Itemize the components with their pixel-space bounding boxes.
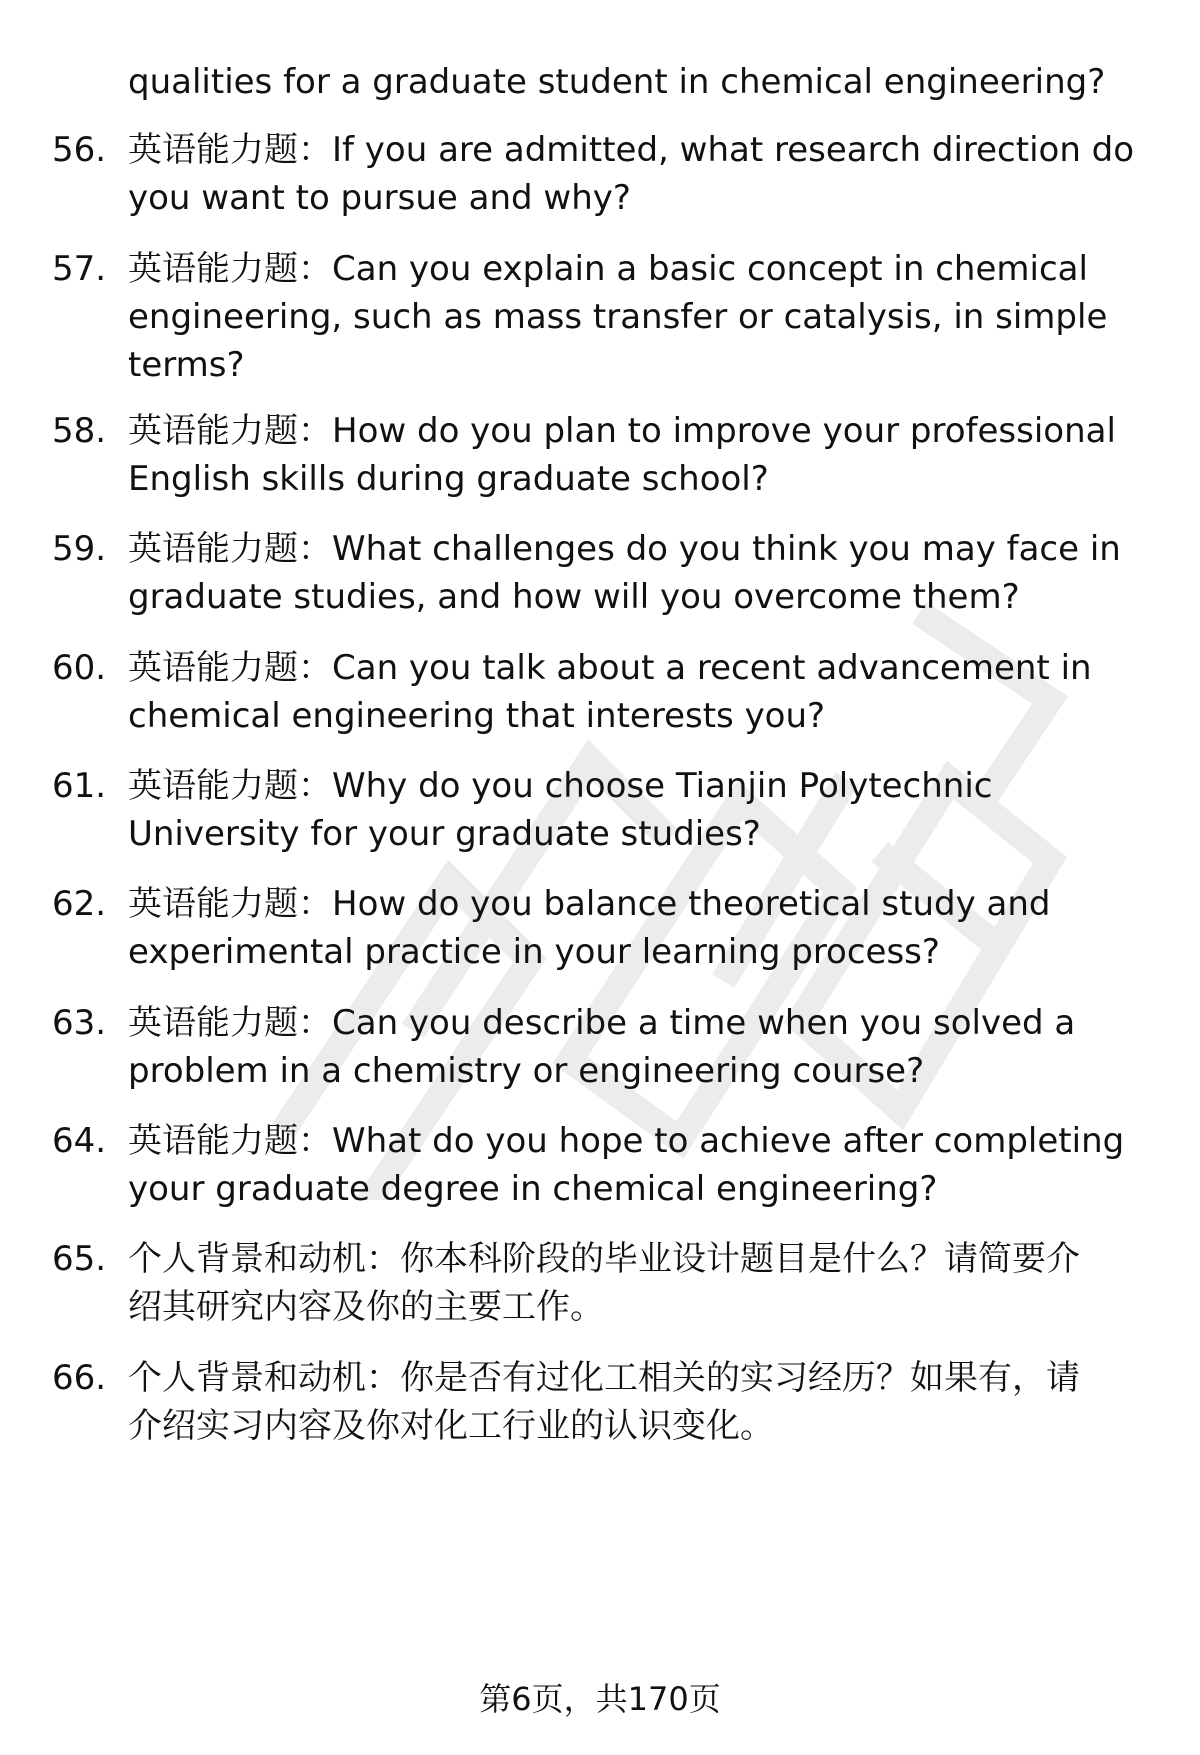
question-number: 66. bbox=[52, 1358, 107, 1398]
question-line: University for your graduate studies? bbox=[128, 814, 761, 854]
question-text bbox=[128, 762, 1168, 858]
question-line: 英语能力题：What challenges do you think you may face in bbox=[128, 529, 1121, 569]
question-text bbox=[128, 880, 1168, 976]
question-number: 60. bbox=[52, 648, 107, 688]
question-line: problem in a chemistry or engineering course? bbox=[128, 1051, 925, 1091]
question-text bbox=[128, 407, 1168, 503]
question-line: you want to pursue and why? bbox=[128, 178, 631, 218]
question-text bbox=[128, 1354, 1168, 1450]
question-text bbox=[128, 245, 1168, 389]
question-number: 61. bbox=[52, 766, 107, 806]
question-line: 英语能力题：Why do you choose Tianjin Polytechnic bbox=[128, 766, 993, 806]
question-text bbox=[128, 525, 1168, 621]
question-line: 绍其研究内容及你的主要工作。 bbox=[128, 1287, 604, 1327]
question-number: 65. bbox=[52, 1239, 107, 1279]
question-line: English skills during graduate school? bbox=[128, 459, 769, 499]
question-number: 62. bbox=[52, 884, 107, 924]
question-number: 57. bbox=[52, 249, 107, 289]
question-line: 英语能力题：Can you talk about a recent advancement in bbox=[128, 648, 1092, 688]
question-number: 58. bbox=[52, 411, 107, 451]
question-line: 个人背景和动机：你是否有过化工相关的实习经历？如果有，请 bbox=[128, 1358, 1080, 1398]
page-footer: 第6页，共170页 bbox=[479, 1680, 721, 1718]
question-line: 英语能力题：How do you balance theoretical study and bbox=[128, 884, 1051, 924]
question-line: engineering, such as mass transfer or catalysis, in simple bbox=[128, 297, 1108, 337]
question-line: 英语能力题：What do you hope to achieve after completing bbox=[128, 1121, 1125, 1161]
question-line: 英语能力题：Can you describe a time when you solved a bbox=[128, 1003, 1076, 1043]
question-text bbox=[128, 644, 1168, 740]
question-line: graduate studies, and how will you overcome them? bbox=[128, 577, 1020, 617]
question-number: 56. bbox=[52, 130, 107, 170]
question-text bbox=[128, 999, 1168, 1095]
question-text bbox=[128, 1235, 1168, 1331]
question-line: 英语能力题：Can you explain a basic concept in chemical bbox=[128, 249, 1088, 289]
question-line: experimental practice in your learning process? bbox=[128, 932, 940, 972]
question-number: 63. bbox=[52, 1003, 107, 1043]
question-number: 64. bbox=[52, 1121, 107, 1161]
question-line: your graduate degree in chemical engineering? bbox=[128, 1169, 938, 1209]
question-line: chemical engineering that interests you? bbox=[128, 696, 826, 736]
continued-question-text: qualities for a graduate student in chemical engineering? bbox=[128, 62, 1106, 102]
question-number: 59. bbox=[52, 529, 107, 569]
question-text bbox=[128, 126, 1168, 222]
question-text bbox=[128, 1117, 1168, 1213]
question-line: terms? bbox=[128, 345, 245, 385]
question-line: 个人背景和动机：你本科阶段的毕业设计题目是什么？请简要介 bbox=[128, 1239, 1080, 1279]
question-line: 介绍实习内容及你对化工行业的认识变化。 bbox=[128, 1406, 774, 1446]
question-line: 英语能力题：How do you plan to improve your professional bbox=[128, 411, 1116, 451]
question-line: 英语能力题：If you are admitted, what research direction do bbox=[128, 130, 1135, 170]
